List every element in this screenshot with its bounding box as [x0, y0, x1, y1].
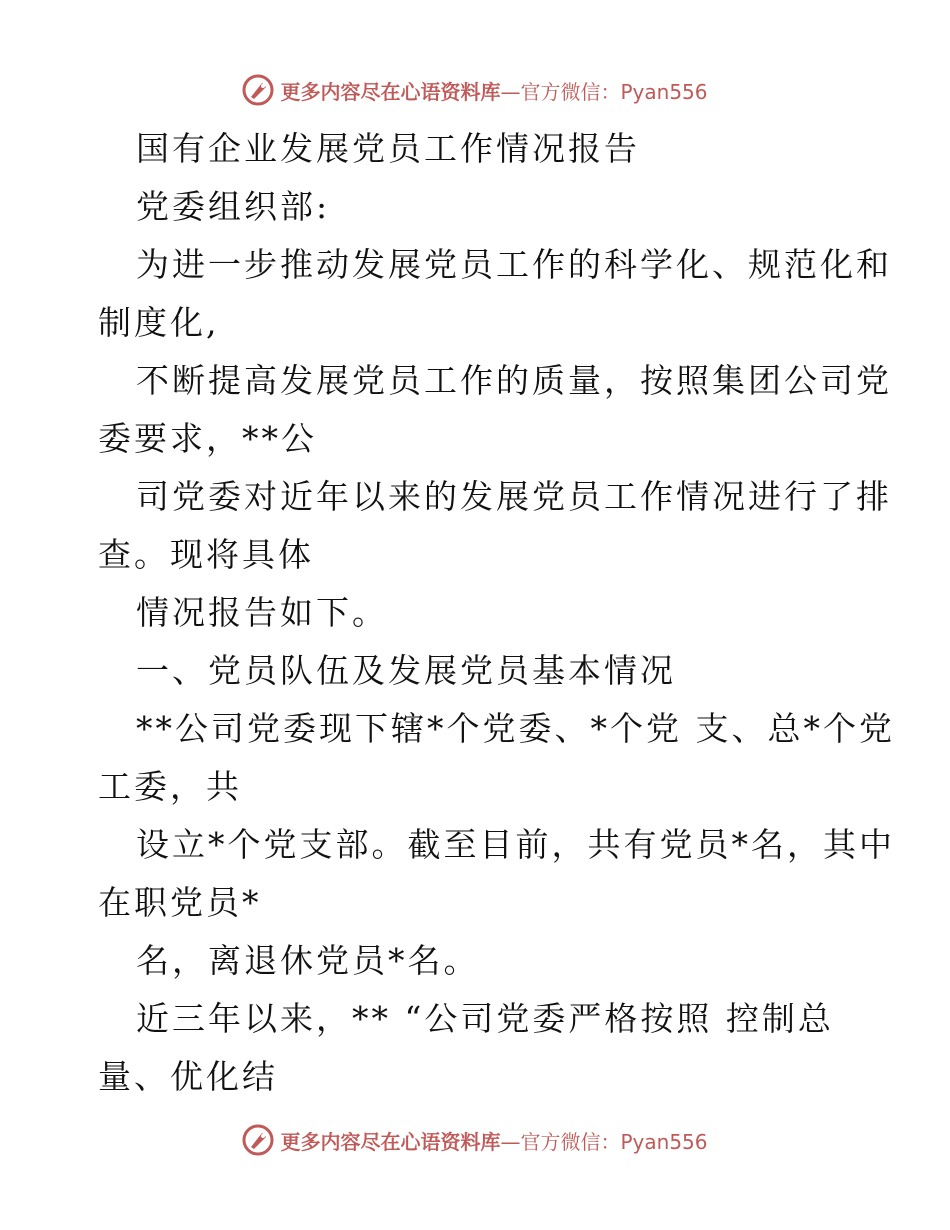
section-heading: 一、党员队伍及发展党员基本情况 [136, 651, 676, 690]
paragraph-line: 在职党员* [98, 883, 262, 922]
watermark-separator: — [500, 79, 521, 104]
watermark-wechat-id: Pyan556 [620, 79, 708, 104]
paragraph-line: 名，离退休党员*名。 [136, 941, 480, 980]
document-title: 国有企业发展党员工作情况报告 [136, 129, 640, 168]
paragraph-line: 近三年以来，** “公司党委严格按照 控制总 [136, 999, 834, 1038]
paragraph-line: 查。现将具体 [98, 535, 314, 574]
watermark-wechat-label: 官方微信： [520, 79, 621, 104]
watermark-wechat-id: Pyan556 [620, 1129, 708, 1154]
paragraph-line: 设立*个党支部。截至目前，共有党员*名，其中 [136, 825, 895, 864]
watermark-brand: 更多内容尽在心语资料库 [280, 1129, 501, 1154]
pen-nib-logo-icon [242, 1124, 274, 1156]
paragraph-line: 委要求，**公 [98, 419, 317, 458]
paragraph-line: 工委，共 [98, 767, 242, 806]
watermark-footer [0, 1120, 950, 1160]
pen-nib-logo-icon [242, 74, 274, 106]
document-body [98, 120, 895, 1106]
paragraph-line: 司党委对近年以来的发展党员工作情况进行了排 [136, 477, 892, 516]
paragraph-line: 制度化, [98, 303, 220, 342]
paragraph-line: 情况报告如下。 [136, 593, 388, 632]
watermark-separator: — [500, 1129, 521, 1154]
paragraph-line: 为进一步推动发展党员工作的科学化、规范化和 [136, 245, 892, 284]
document-addressee: 党委组织部: [136, 187, 331, 226]
paragraph-line: **公司党委现下辖*个党委、*个党 支、总*个党 [136, 709, 895, 748]
watermark-header [0, 70, 950, 110]
watermark-wechat-label: 官方微信： [520, 1129, 621, 1154]
paragraph-line: 不断提高发展党员工作的质量，按照集团公司党 [136, 361, 892, 400]
watermark-brand: 更多内容尽在心语资料库 [280, 79, 501, 104]
paragraph-line: 量、优化结 [98, 1057, 278, 1096]
